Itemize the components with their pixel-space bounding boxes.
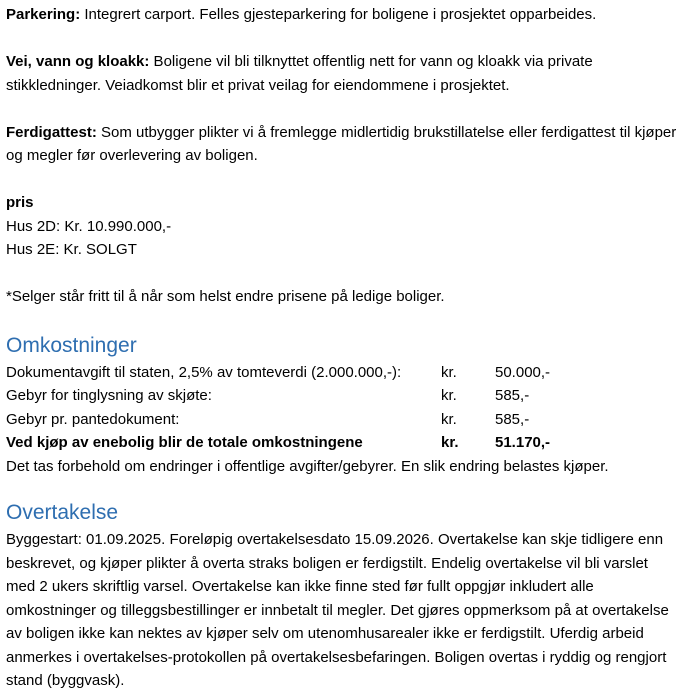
cost-total-row <box>6 431 682 455</box>
overtakelse-line: med 2 ukers skriftlig varsel. Overtakelse kan ikke finne sted før fullt oppgjør inkludert alle <box>6 578 594 595</box>
vei-paragraph <box>6 50 682 97</box>
parkering-text: Integrert carport. Felles gjesteparkering for boligene i prosjektet opparbeides. <box>80 6 597 23</box>
cost-row <box>6 384 682 408</box>
pris-heading <box>6 191 682 215</box>
pris-item: Hus 2D: Kr. 10.990.000,- <box>6 217 172 235</box>
vei-label: Vei, vann og kloakk: <box>6 53 150 70</box>
overtakelse-line: anmerkes i overtakelses-protokollen på overtakelsesbefaringen. Boligen overtas i ryddig og rengjort <box>6 648 667 666</box>
overtakelse-line: beskrevet, og kjøper plikter å overta straks boligen er ferdigstilt. Endelig overtakelse vil bli varslet <box>6 554 648 572</box>
cost-table <box>6 361 682 455</box>
cost-total-amount: 51.170,- <box>495 434 551 451</box>
vei-text: Boligene vil bli tilknyttet offentlig nett for vann og kloakk via private stikkledninger. Veiadkomst blir et privat veilag for eiendommene i prosjektet. <box>6 53 593 94</box>
ferdigattest-text: Som utbygger plikter vi å fremlegge midlertidig brukstillatelse eller ferdigattest til kjøper og megler før overlevering av boligen. <box>6 123 677 164</box>
omkostninger-footer: Det tas forbehold om endringer i offentlige avgifter/gebyrer. En slik endring belastes kjøper. <box>6 457 609 475</box>
cost-total-currency: kr. <box>441 434 459 451</box>
cost-amount: 585,- <box>495 387 530 404</box>
cost-currency: kr. <box>441 387 457 404</box>
cost-currency: kr. <box>441 363 457 381</box>
overtakelse-line: av boligen ikke kan nektes av kjøper selv om utenomhusarealer ikke er ferdigstilt. Uferdig arbeid <box>6 625 644 642</box>
cost-amount: 585,- <box>495 410 530 428</box>
overtakelse-body <box>6 528 682 693</box>
omkostninger-heading: Omkostninger <box>6 333 137 357</box>
ferdigattest-paragraph <box>6 121 682 168</box>
pris-note: *Selger står fritt til å når som helst endre prisene på ledige boliger. <box>6 288 445 305</box>
pris-item: Hus 2E: Kr. SOLGT <box>6 241 137 258</box>
ferdigattest-label: Ferdigattest: <box>6 123 97 141</box>
overtakelse-line: Byggestart: 01.09.2025. Foreløpig overtakelsesdato 15.09.2026. Overtakelse kan skje tidligere enn <box>6 531 664 548</box>
cost-row <box>6 408 682 432</box>
cost-desc: Gebyr for tinglysning av skjøte: <box>6 387 212 404</box>
parkering-label: Parkering: <box>6 6 81 23</box>
parkering-paragraph <box>6 3 682 27</box>
cost-currency: kr. <box>441 410 457 428</box>
cost-total-desc: Ved kjøp av enebolig blir de totale omkostningene <box>6 434 363 451</box>
overtakelse-heading: Overtakelse <box>6 501 119 524</box>
cost-amount: 50.000,- <box>495 363 551 381</box>
overtakelse-line: stand (byggvask). <box>6 672 125 689</box>
cost-row <box>6 361 682 385</box>
cost-desc: Dokumentavgift til staten, 2,5% av tomteverdi (2.000.000,-): <box>6 363 402 381</box>
overtakelse-line: omkostninger og tilleggsbestillinger er innbetalt til megler. Det gjøres oppmerksom på at overtakelse <box>6 601 669 619</box>
cost-desc: Gebyr pr. pantedokument: <box>6 410 180 428</box>
pris-heading-text: pris <box>6 194 34 211</box>
